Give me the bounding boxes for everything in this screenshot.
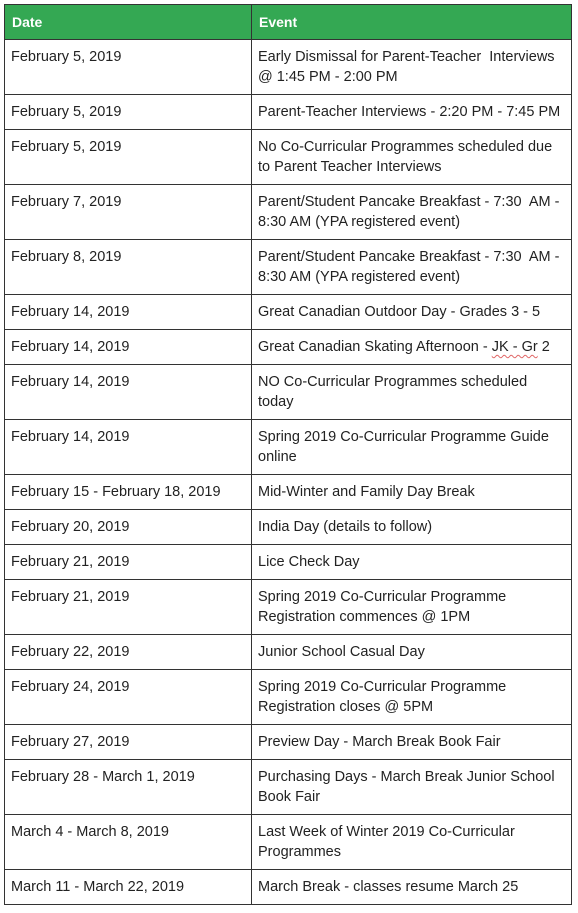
event-text: Spring 2019 Co-Curricular Programme Registration commences @ 1PM — [258, 589, 511, 625]
event-date-cell: February 5, 2019 — [5, 130, 252, 185]
event-description-cell — [252, 240, 572, 295]
event-date-cell: February 14, 2019 — [5, 330, 252, 365]
event-text-prefix: Great Canadian Skating Afternoon - — [258, 339, 492, 355]
events-table-container — [4, 4, 572, 905]
event-description-cell — [252, 580, 572, 635]
event-text: Preview Day - March Break Book Fair — [258, 734, 501, 750]
event-date-cell: February 14, 2019 — [5, 365, 252, 420]
event-description-cell — [252, 420, 572, 475]
table-body — [5, 40, 572, 905]
event-description-cell — [252, 545, 572, 580]
event-date-cell: February 14, 2019 — [5, 295, 252, 330]
event-description-cell — [252, 725, 572, 760]
event-date-cell: February 15 - February 18, 2019 — [5, 475, 252, 510]
event-text: Spring 2019 Co-Curricular Programme Guide online — [258, 429, 553, 465]
event-date-cell: February 21, 2019 — [5, 580, 252, 635]
table-row — [5, 670, 572, 725]
table-row — [5, 635, 572, 670]
event-description-cell — [252, 815, 572, 870]
table-row — [5, 95, 572, 130]
events-table — [4, 4, 572, 905]
event-text: Parent-Teacher Interviews - 2:20 PM - 7:45 PM — [258, 104, 561, 120]
event-description-cell — [252, 475, 572, 510]
event-description-cell — [252, 870, 572, 905]
event-date-cell: March 4 - March 8, 2019 — [5, 815, 252, 870]
event-description-cell — [252, 670, 572, 725]
event-description-cell — [252, 130, 572, 185]
table-row — [5, 240, 572, 295]
event-text: Spring 2019 Co-Curricular Programme Registration closes @ 5PM — [258, 679, 511, 715]
table-row — [5, 295, 572, 330]
event-text-suffix: 2 — [537, 339, 550, 355]
event-text: Great Canadian Outdoor Day - Grades 3 - 5 — [258, 304, 541, 320]
event-description-cell — [252, 95, 572, 130]
event-description-cell — [252, 510, 572, 545]
table-row — [5, 185, 572, 240]
date-column-header: Date — [5, 5, 252, 40]
event-text: Last Week of Winter 2019 Co-Curricular Programmes — [258, 824, 519, 860]
event-text: Junior School Casual Day — [258, 644, 425, 660]
event-date-cell: February 28 - March 1, 2019 — [5, 760, 252, 815]
event-description-cell — [252, 760, 572, 815]
table-row — [5, 760, 572, 815]
event-date-cell: February 5, 2019 — [5, 40, 252, 95]
event-text: No Co-Curricular Programmes scheduled due to Parent Teacher Interviews — [258, 139, 557, 175]
event-text: Lice Check Day — [258, 554, 360, 570]
event-description-cell — [252, 635, 572, 670]
table-row — [5, 365, 572, 420]
event-text: India Day (details to follow) — [258, 519, 433, 535]
event-text: NO Co-Curricular Programmes scheduled today — [258, 374, 532, 410]
event-description-cell — [252, 295, 572, 330]
event-description-cell — [252, 330, 572, 365]
event-text: Mid-Winter and Family Day Break — [258, 484, 475, 500]
table-row — [5, 545, 572, 580]
table-row — [5, 475, 572, 510]
event-text: Parent/Student Pancake Breakfast - 7:30 AM - 8:30 AM (YPA registered event) — [258, 249, 564, 285]
event-text: Early Dismissal for Parent-Teacher Interviews @ 1:45 PM - 2:00 PM — [258, 49, 559, 85]
table-row — [5, 580, 572, 635]
table-row — [5, 40, 572, 95]
event-text: March Break - classes resume March 25 — [258, 879, 519, 895]
event-text: Parent/Student Pancake Breakfast - 7:30 AM - 8:30 AM (YPA registered event) — [258, 194, 564, 230]
table-row — [5, 510, 572, 545]
event-date-cell: February 7, 2019 — [5, 185, 252, 240]
event-date-cell: February 8, 2019 — [5, 240, 252, 295]
event-description-cell — [252, 365, 572, 420]
event-date-cell: February 22, 2019 — [5, 635, 252, 670]
table-row — [5, 420, 572, 475]
table-row — [5, 815, 572, 870]
event-date-cell: February 5, 2019 — [5, 95, 252, 130]
table-row — [5, 130, 572, 185]
event-description-cell — [252, 40, 572, 95]
table-row — [5, 725, 572, 760]
event-date-cell: February 21, 2019 — [5, 545, 252, 580]
event-date-cell: February 14, 2019 — [5, 420, 252, 475]
event-description-cell — [252, 185, 572, 240]
event-date-cell: February 20, 2019 — [5, 510, 252, 545]
event-date-cell: March 11 - March 22, 2019 — [5, 870, 252, 905]
table-row — [5, 870, 572, 905]
table-row — [5, 330, 572, 365]
event-text: Purchasing Days - March Break Junior School Book Fair — [258, 769, 559, 805]
event-date-cell: February 27, 2019 — [5, 725, 252, 760]
table-header-row — [5, 5, 572, 40]
event-column-header: Event — [252, 5, 572, 40]
spellcheck-flagged-text: JK - Gr — [491, 339, 538, 355]
event-date-cell: February 24, 2019 — [5, 670, 252, 725]
